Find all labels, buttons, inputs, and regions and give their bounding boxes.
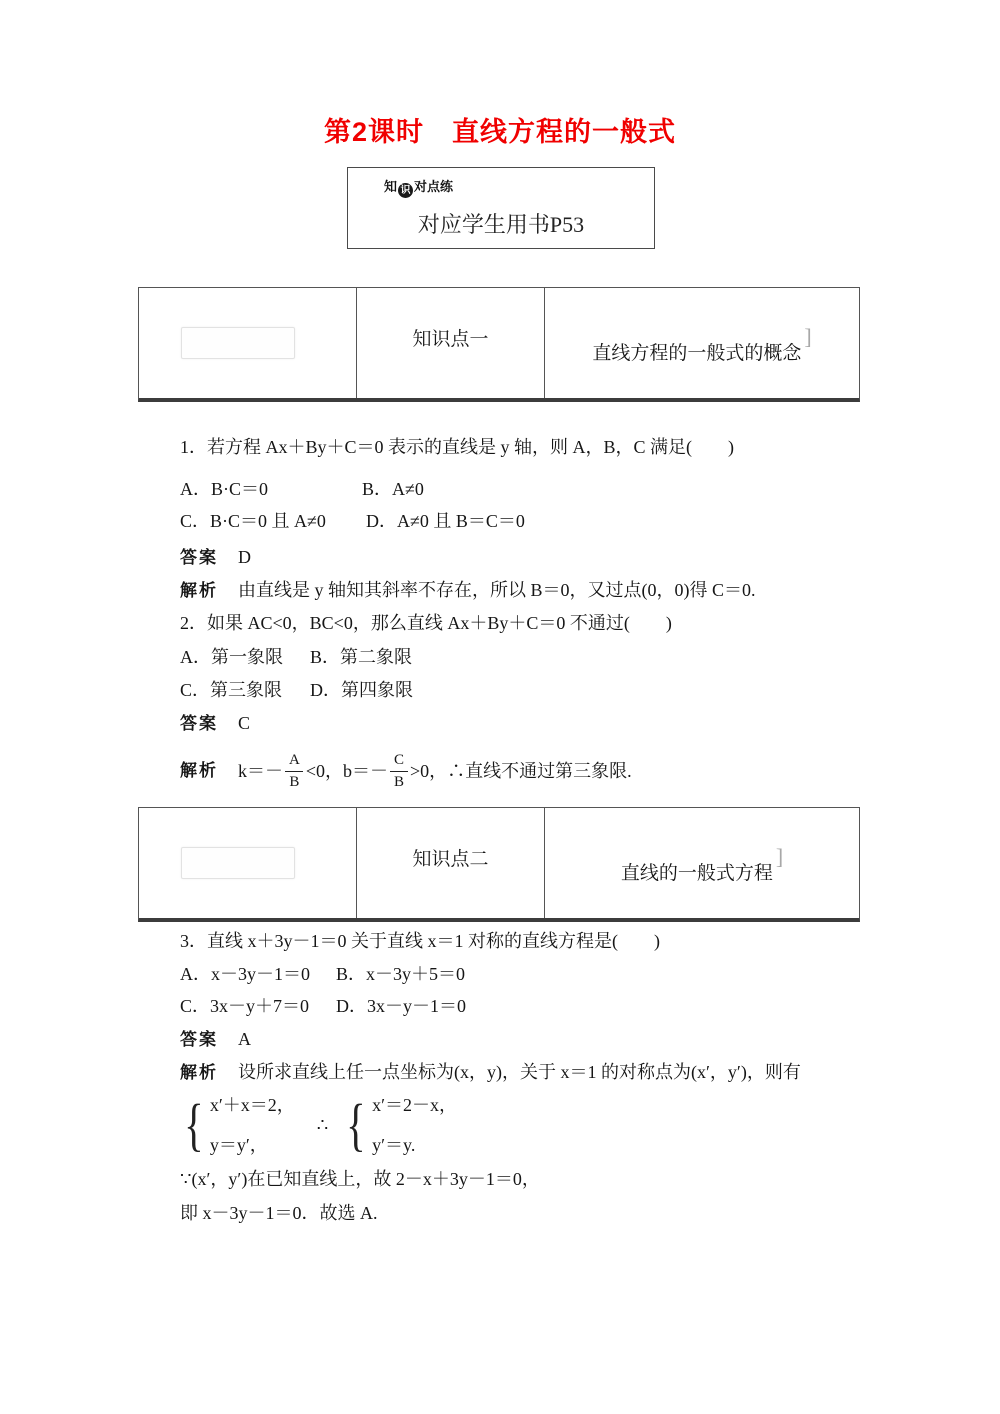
q3-system-left (180, 1088, 295, 1162)
q3-answer-value: A (238, 1029, 251, 1049)
q3-system2-line2: y′＝y. (372, 1135, 416, 1155)
faded-stamp-placeholder (181, 327, 295, 359)
q3-system-block (180, 1088, 457, 1162)
kp2-title: 直线的一般式方程 (620, 862, 773, 884)
q1-answer-label: 答案 (180, 548, 218, 567)
q3-final-line: 即 x－3y－1＝0．故选 A. (180, 1203, 378, 1223)
kp1-title-cell (545, 288, 859, 398)
kp1-title: 直线方程的一般式的概念 (592, 342, 802, 364)
q2-option-c: C．第三象限 (180, 680, 283, 700)
q3-because-line: ∵(x′，y′)在已知直线上，故 2－x＋3y－1＝0， (180, 1169, 540, 1189)
q3-analysis-text: 设所求直线上任一点坐标为(x，y)，关于 x＝1 的对称点为(x′，y′)，则有 (238, 1062, 801, 1082)
q3-option-d: D．3x－y－1＝0 (336, 996, 466, 1016)
logo-circle-icon: 识 (398, 183, 413, 198)
q1-option-d: D．A≠0 且 B＝C＝0 (366, 511, 525, 531)
kp2-logo-cell (139, 808, 357, 918)
logo-suffix: 对点练 (414, 179, 454, 194)
q3-option-b: B．x－3y＋5＝0 (336, 964, 466, 984)
kp1-bracket: ] (804, 324, 812, 349)
q3-stem: 3．直线 x＋3y－1＝0 关于直线 x＝1 对称的直线方程是( ) (180, 931, 660, 951)
q1-option-b: B．A≠0 (362, 479, 424, 499)
kp1-table (138, 287, 860, 402)
q1-option-c: C．B·C＝0 且 A≠0 (180, 511, 326, 531)
q3-option-a: A．x－3y－1＝0 (180, 964, 310, 984)
left-brace-icon: { (346, 1092, 366, 1157)
q2-options-row-1 (180, 644, 412, 670)
page-title: 第2课时 直线方程的一般式 (323, 117, 676, 147)
q3-option-c: C．3x－y＋7＝0 (180, 996, 310, 1016)
q1-option-a: A．B·C＝0 (180, 479, 269, 499)
q2-analysis-p1: k＝－ (238, 761, 283, 781)
kp2-label-cell: 知识点二 (357, 808, 545, 918)
q2-analysis-p3: >0，∴直线不通过第三象限. (410, 761, 632, 781)
q2-stem: 2．如果 AC<0，BC<0，那么直线 Ax＋By＋C＝0 不通过( ) (180, 613, 672, 633)
q3-options-row-1 (180, 961, 465, 987)
q1-answer-line (180, 544, 251, 571)
q3-answer-line (180, 1026, 251, 1053)
q1-analysis-text: 由直线是 y 轴知其斜率不存在，所以 B＝0，又过点(0，0)得 C＝0. (238, 580, 756, 600)
q2-option-a: A．第一象限 (180, 647, 283, 667)
kp1-logo-cell (139, 288, 357, 398)
q3-system1-line1: x′＋x＝2， (209, 1095, 295, 1115)
kp2-bracket: ] (775, 844, 784, 869)
q2-option-b: B．第二象限 (310, 647, 413, 667)
q2-analysis-label: 解析 (180, 761, 218, 780)
q1-analysis-line (180, 577, 756, 604)
q1-analysis-label: 解析 (180, 581, 218, 600)
q3-analysis-line (180, 1059, 801, 1086)
q3-system1-line2: y＝y′， (209, 1135, 268, 1155)
q3-system2-line1: x′＝2－x， (372, 1095, 458, 1115)
knowledge-practice-logo (384, 176, 453, 198)
kp1-label-cell: 知识点一 (357, 288, 545, 398)
q2-options-row-2 (180, 677, 413, 703)
therefore-symbol: ∴ (316, 1115, 329, 1135)
q3-system-right (342, 1088, 457, 1162)
fraction-c-over-b: $\frac{C}{B}$ (390, 753, 408, 790)
intro-box (347, 167, 655, 249)
q2-answer-label: 答案 (180, 714, 218, 733)
q1-stem: 1．若方程 Ax＋By＋C＝0 表示的直线是 y 轴，则 A，B，C 满足( ) (180, 437, 735, 457)
fraction-a-over-b: $\frac{A}{B}$ (285, 753, 304, 790)
left-brace-icon: { (184, 1092, 204, 1157)
q2-answer-line (180, 710, 250, 737)
student-book-reference: 对应学生用书P53 (417, 212, 585, 237)
kp2-title-cell (545, 808, 859, 918)
q2-analysis-line (180, 747, 632, 795)
q1-answer-value: D (238, 547, 251, 567)
q2-option-d: D．第四象限 (310, 680, 413, 700)
q3-answer-label: 答案 (180, 1030, 218, 1049)
logo-prefix: 知 (384, 179, 398, 194)
q3-options-row-2 (180, 993, 466, 1019)
kp2-table (138, 807, 860, 922)
faded-stamp-placeholder (181, 847, 295, 879)
q2-answer-value: C (238, 713, 251, 733)
q2-analysis-p2: <0，b＝－ (305, 761, 388, 781)
q3-analysis-label: 解析 (180, 1063, 218, 1082)
q1-options-row-1 (180, 476, 424, 502)
q1-options-row-2 (180, 508, 525, 534)
